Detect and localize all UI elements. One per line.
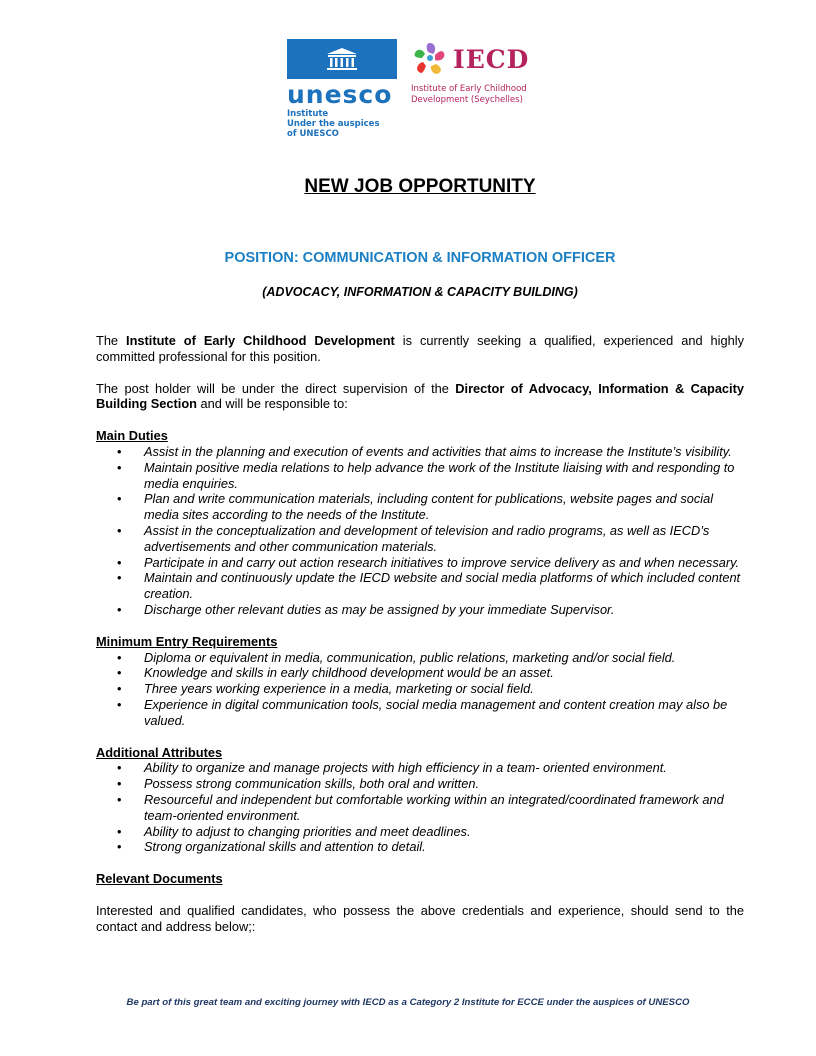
unesco-sub-line: of UNESCO <box>287 129 339 139</box>
position-subtitle: (ADVOCACY, INFORMATION & CAPACITY BUILDING) <box>262 285 578 299</box>
supervision-text: and will be responsible to: <box>196 396 348 412</box>
list-item: • Diploma or equivalent in media, communication, public relations, marketing and/or social field. <box>144 650 744 666</box>
list-item: • Assist in the conceptualization and development of television and radio programs, as well as IECD’s advertisements and other communication materials. <box>144 523 744 555</box>
position-title: POSITION: COMMUNICATION & INFORMATION OFFICER <box>224 250 616 266</box>
page-title: NEW JOB OPPORTUNITY <box>304 176 536 197</box>
unesco-logo <box>287 39 397 139</box>
list-item: • Three years working experience in a media, marketing or social field. <box>144 681 744 697</box>
list-item: • Strong organizational skills and attention to detail. <box>144 839 744 855</box>
list-item: • Possess strong communication skills, both oral and written. <box>144 776 744 792</box>
iecd-sub-line: Institute of Early Childhood <box>411 84 527 94</box>
intro-paragraph <box>96 333 744 365</box>
footer-tagline: Be part of this great team and exciting journey with IECD as a Category 2 Institute for ECCE under the auspices of UNESCO <box>126 997 690 1008</box>
iecd-logo <box>411 39 531 139</box>
unesco-sub-line: Institute <box>287 109 329 119</box>
unesco-wordmark: unesco <box>287 80 393 109</box>
supervision-paragraph <box>96 381 744 413</box>
intro-text: is currently seeking a qualified, experienced and highly committed professional for this position. <box>96 333 744 364</box>
attributes-heading: Additional Attributes <box>96 744 223 760</box>
iecd-wordmark: IECD <box>453 44 530 74</box>
list-item: • Resourceful and independent but comfortable working within an integrated/coordinated framework and team-oriented environment. <box>144 792 744 824</box>
iecd-star-icon <box>411 40 449 78</box>
temple-icon <box>325 46 359 72</box>
list-item: • Experience in digital communication tools, social media management and content creation may also be valued. <box>144 697 744 729</box>
unesco-sub-line: Under the auspices <box>287 119 380 129</box>
list-item: • Ability to organize and manage projects with high efficiency in a team- oriented environment. <box>144 760 744 776</box>
requirements-list <box>96 650 744 729</box>
intro-text: The <box>96 333 127 348</box>
supervision-text: The post holder will be under the direct supervision of the <box>96 380 456 396</box>
iecd-sub-line: Development (Seychelles) <box>411 95 523 105</box>
requirements-heading: Minimum Entry Requirements <box>96 633 278 649</box>
institute-name: Institute of Early Childhood Development <box>126 333 395 348</box>
documents-heading: Relevant Documents <box>96 871 223 887</box>
list-item: • Participate in and carry out action research initiatives to improve service delivery as and when necessary. <box>144 555 744 571</box>
list-item: • Ability to adjust to changing priorities and meet deadlines. <box>144 824 744 840</box>
attributes-list <box>96 760 744 855</box>
list-item: • Discharge other relevant duties as may be assigned by your immediate Supervisor. <box>144 602 744 618</box>
list-item: • Knowledge and skills in early childhood development would be an asset. <box>144 665 744 681</box>
list-item: • Maintain positive media relations to help advance the work of the Institute liaising with and responding to media enquiries. <box>144 460 744 492</box>
unesco-temple-emblem <box>287 39 397 79</box>
header-logos <box>287 39 531 139</box>
list-item: • Maintain and continuously update the IECD website and social media platforms of which included content creation. <box>144 570 744 602</box>
main-duties-list <box>96 444 744 618</box>
list-item: • Assist in the planning and execution of events and activities that aims to increase the Institute’s visibility. <box>144 444 744 460</box>
list-item: • Plan and write communication materials, including content for publications, website pages and social media sites according to the needs of the Institute. <box>144 491 744 523</box>
document-body <box>96 333 744 951</box>
documents-paragraph: Interested and qualified candidates, who possess the above credentials and experience, should send to the contact and address below;: <box>96 902 744 934</box>
supervisor-title: Director of Advocacy, Information & Capacity Building Section <box>96 380 744 412</box>
main-duties-heading: Main Duties <box>96 428 168 444</box>
